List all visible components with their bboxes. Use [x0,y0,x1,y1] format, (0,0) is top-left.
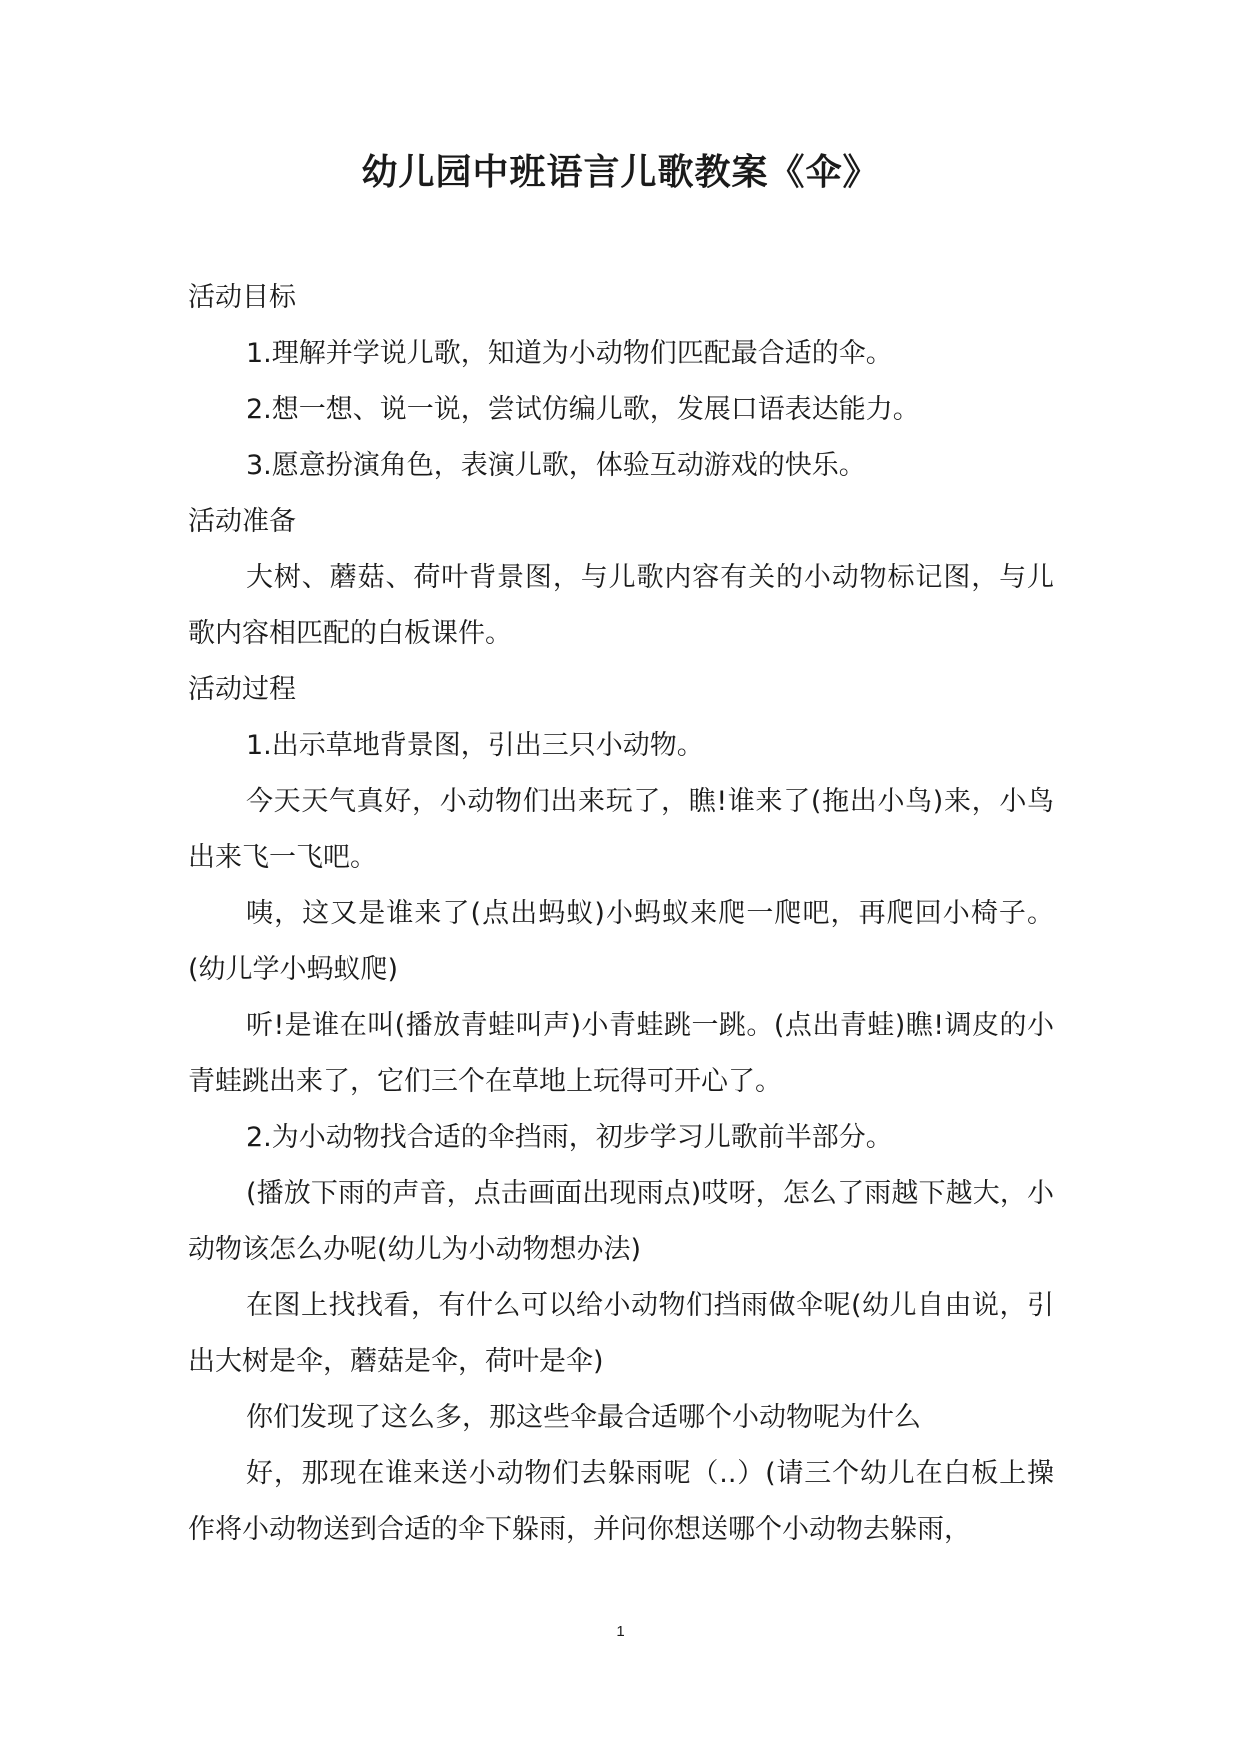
paragraph: 听!是谁在叫(播放青蛙叫声)小青蛙跳一跳。(点出青蛙)瞧!调皮的小青蛙跳出来了，它们三个在草地上玩得可开心了。 [188,1010,1054,1097]
paragraph: 好，那现在谁来送小动物们去躲雨呢（..）(请三个幼儿在白板上操作将小动物送到合适的伞下躲雨，并问你想送哪个小动物去躲雨， [188,1458,1054,1545]
page-number: 1 [616,1623,625,1640]
section-heading: 活动过程 [188,674,296,705]
paragraph: 在图上找找看，有什么可以给小动物们挡雨做伞呢(幼儿自由说，引出大树是伞，蘑菇是伞，荷叶是伞) [188,1290,1054,1377]
section-heading: 活动目标 [188,282,296,313]
section-process [188,662,1054,1558]
paragraph: 1.理解并学说儿歌，知道为小动物们匹配最合适的伞。 [246,338,893,369]
paragraph: 3.愿意扮演角色，表演儿歌，体验互动游戏的快乐。 [246,450,866,481]
paragraph: 1.出示草地背景图，引出三只小动物。 [246,730,704,761]
document-title: 幼儿园中班语言儿歌教案《伞》 [361,151,880,193]
section-preparation [188,494,1054,662]
paragraph: 2.为小动物找合适的伞挡雨，初步学习儿歌前半部分。 [246,1122,893,1153]
paragraph: 咦，这又是谁来了(点出蚂蚁)小蚂蚁来爬一爬吧，再爬回小椅子。(幼儿学小蚂蚁爬) [188,898,1054,985]
paragraph: 2.想一想、说一说，尝试仿编儿歌，发展口语表达能力。 [246,394,920,425]
paragraph: 大树、蘑菇、荷叶背景图，与儿歌内容有关的小动物标记图，与儿歌内容相匹配的白板课件。 [188,562,1054,649]
section-heading: 活动准备 [188,506,296,537]
section-goals [188,270,1054,494]
paragraph: (播放下雨的声音，点击画面出现雨点)哎呀，怎么了雨越下越大，小动物该怎么办呢(幼儿为小动物想办法) [188,1178,1054,1265]
document-body [188,270,1054,1558]
paragraph: 今天天气真好，小动物们出来玩了，瞧!谁来了(拖出小鸟)来，小鸟出来飞一飞吧。 [188,786,1054,873]
paragraph: 你们发现了这么多，那这些伞最合适哪个小动物呢为什么 [246,1402,921,1433]
